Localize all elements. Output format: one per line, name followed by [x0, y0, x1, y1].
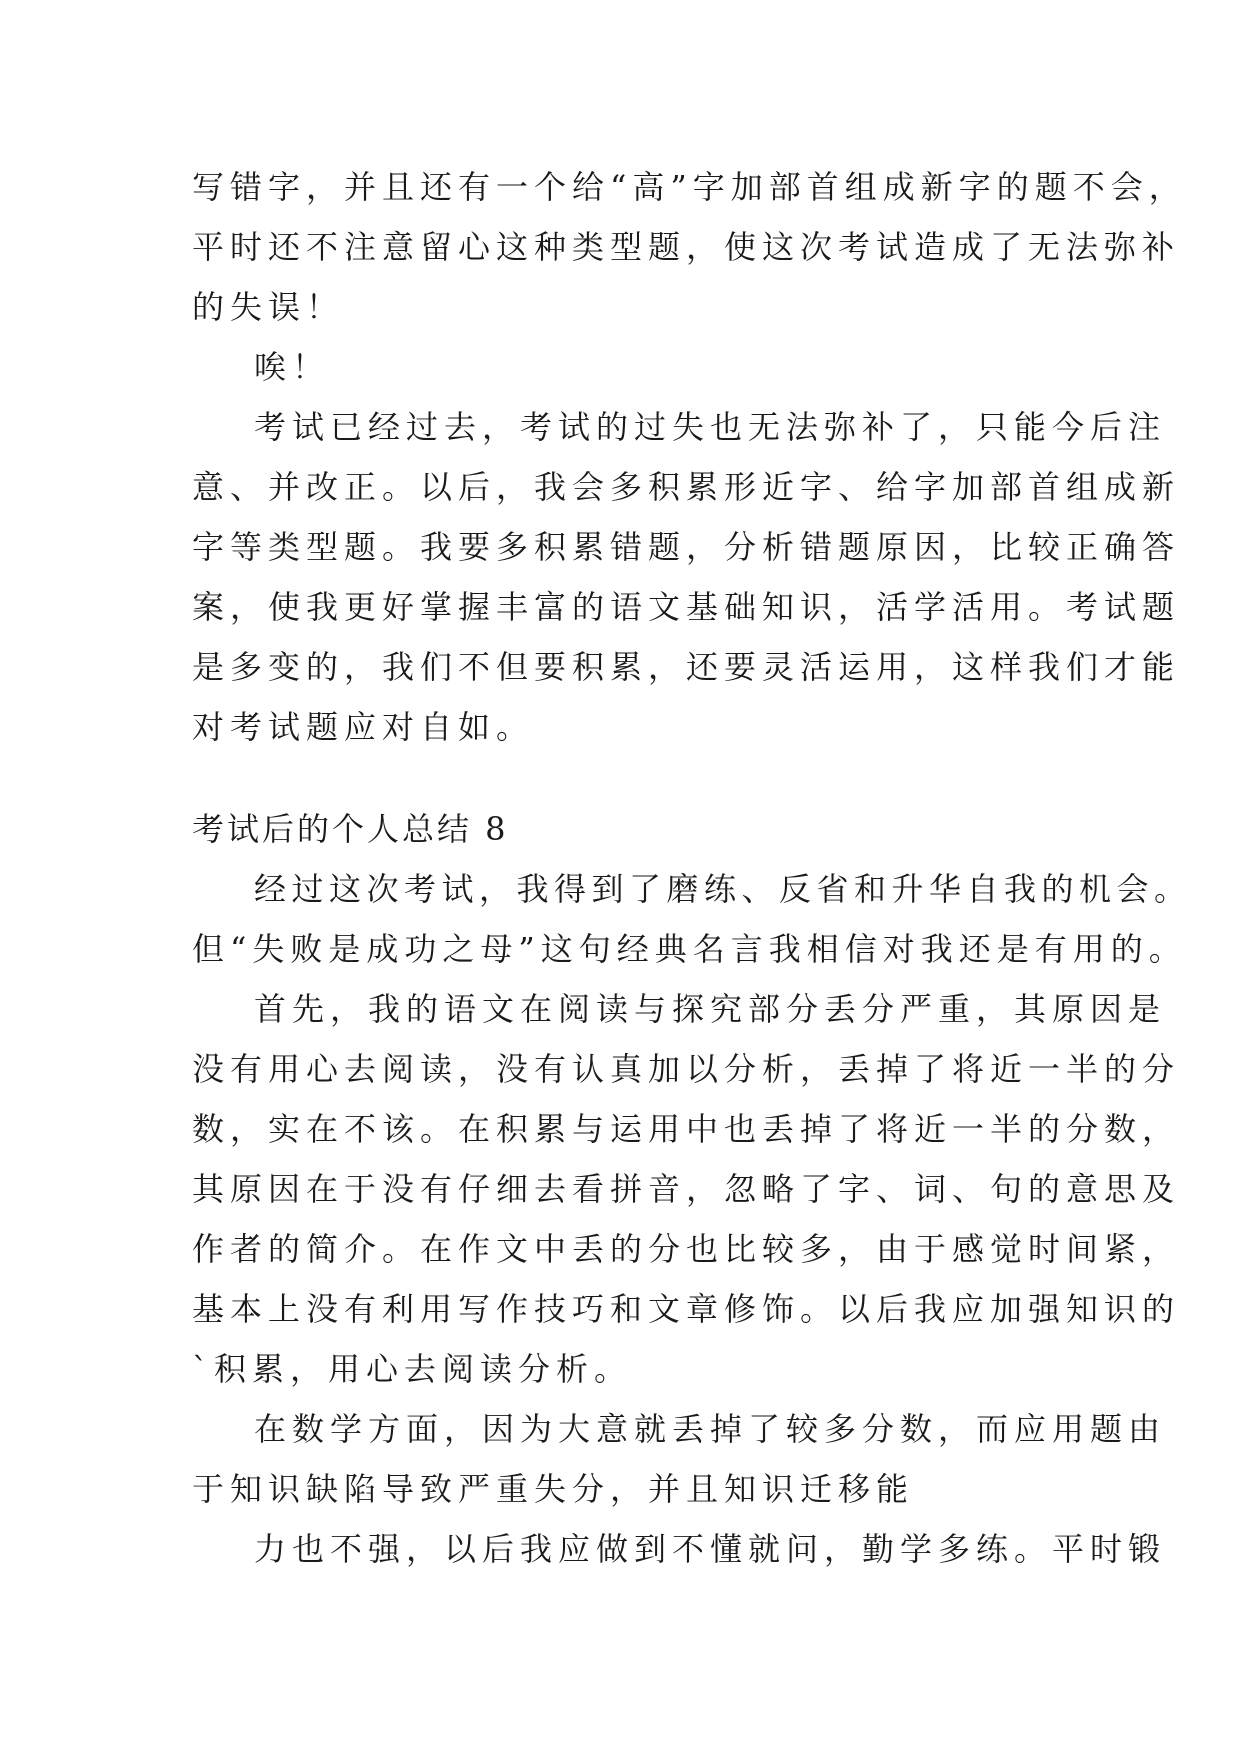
text-line: 作者的简介。在作文中丢的分也比较多，由于感觉时间紧， [192, 1230, 1181, 1268]
text-line: 力也不强，以后我应做到不懂就问，勤学多练。平时锻 [254, 1530, 1167, 1568]
text-line: 其原因在于没有仔细去看拼音，忽略了字、词、句的意思及 [192, 1170, 1181, 1208]
text-line: 首先，我的语文在阅读与探究部分丢分严重，其原因是 [254, 990, 1167, 1028]
text-line: 是多变的，我们不但要积累，还要灵活运用，这样我们才能 [192, 648, 1181, 686]
text-line: 数，实在不该。在积累与运用中也丢掉了将近一半的分数， [192, 1110, 1181, 1148]
text-line: 没有用心去阅读，没有认真加以分析，丢掉了将近一半的分 [192, 1050, 1181, 1088]
text-line: 考试已经过去，考试的过失也无法弥补了，只能今后注 [254, 408, 1167, 446]
text-line: 写错字，并且还有一个给“高”字加部首组成新字的题不会， [192, 168, 1187, 206]
text-line: 平时还不注意留心这种类型题，使这次考试造成了无法弥补 [192, 228, 1181, 266]
text-line: 字等类型题。我要多积累错题，分析错题原因，比较正确答 [192, 528, 1181, 566]
text-line: 经过这次考试，我得到了磨练、反省和升华自我的机会。 [254, 870, 1192, 908]
section-title: 考试后的个人总结 8 [192, 810, 509, 848]
text-line: 案，使我更好掌握丰富的语文基础知识，活学活用。考试题 [192, 588, 1181, 626]
text-line: 基本上没有利用写作技巧和文章修饰。以后我应加强知识的 [192, 1290, 1181, 1328]
text-line: 在数学方面，因为大意就丢掉了较多分数，而应用题由 [254, 1410, 1167, 1448]
text-line: 的失误！ [192, 288, 345, 326]
text-line: 唉！ [254, 348, 331, 386]
text-line: 意、并改正。以后，我会多积累形近字、给字加部首组成新 [192, 468, 1181, 506]
text-line: 对考试题应对自如。 [192, 708, 535, 746]
text-line: `积累，用心去阅读分析。 [192, 1350, 633, 1388]
text-line: 于知识缺陷导致严重失分，并且知识迁移能 [192, 1470, 915, 1508]
text-line: 但“失败是成功之母”这句经典名言我相信对我还是有用的。 [192, 930, 1187, 968]
